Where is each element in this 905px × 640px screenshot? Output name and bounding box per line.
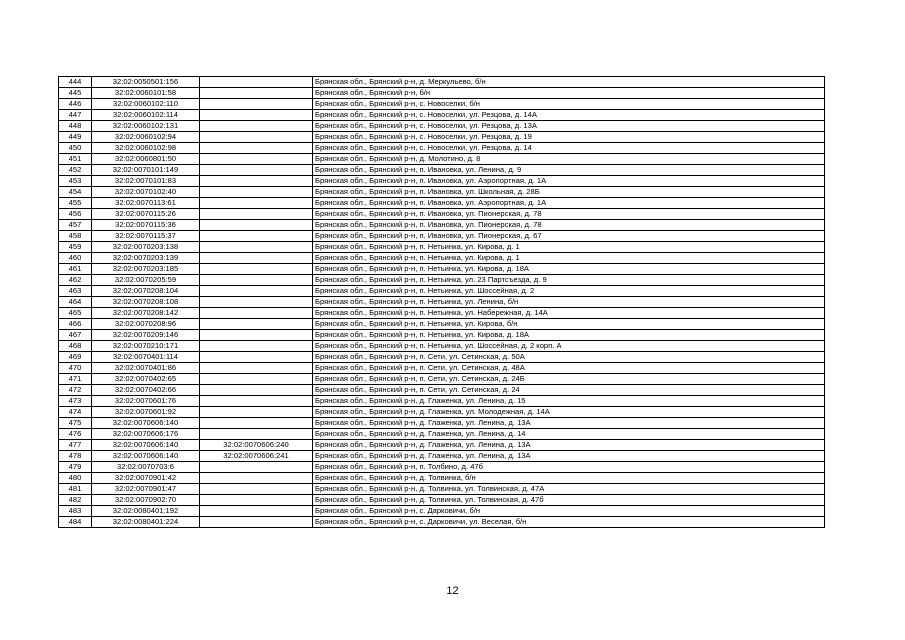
address-cell: Брянская обл., Брянский р-н, с. Новоселки, б/н — [313, 99, 825, 110]
cadastral-number-cell: 32:02:0070208:108 — [92, 297, 200, 308]
row-number-cell: 476 — [59, 429, 92, 440]
table-row — [59, 165, 825, 176]
secondary-cadastral-number-cell — [200, 308, 313, 319]
table-row — [59, 308, 825, 319]
row-number-cell: 454 — [59, 187, 92, 198]
secondary-cadastral-number-cell — [200, 110, 313, 121]
address-cell: Брянская обл., Брянский р-н, д. Глаженка, ул. Ленина, д. 13А — [313, 451, 825, 462]
table-row — [59, 385, 825, 396]
row-number-cell: 474 — [59, 407, 92, 418]
cadastral-number-cell: 32:02:0070203:139 — [92, 253, 200, 264]
secondary-cadastral-number-cell — [200, 154, 313, 165]
page-number: 12 — [446, 585, 459, 597]
cadastral-number-cell: 32:02:0070606:140 — [92, 451, 200, 462]
cadastral-number-cell: 32:02:0080401:192 — [92, 506, 200, 517]
row-number-cell: 445 — [59, 88, 92, 99]
secondary-cadastral-number-cell — [200, 176, 313, 187]
row-number-cell: 465 — [59, 308, 92, 319]
secondary-cadastral-number-cell — [200, 396, 313, 407]
table-row — [59, 275, 825, 286]
cadastral-number-cell: 32:02:0070115:36 — [92, 220, 200, 231]
cadastral-number-cell: 32:02:0070402:66 — [92, 385, 200, 396]
table-row — [59, 429, 825, 440]
address-cell: Брянская обл., Брянский р-н, д. Меркульево, б/н — [313, 77, 825, 88]
address-cell: Брянская обл., Брянский р-н, с. Новоселки, ул. Резцова, д. 14 — [313, 143, 825, 154]
table-row — [59, 77, 825, 88]
row-number-cell: 467 — [59, 330, 92, 341]
secondary-cadastral-number-cell — [200, 506, 313, 517]
row-number-cell: 482 — [59, 495, 92, 506]
secondary-cadastral-number-cell — [200, 275, 313, 286]
address-cell: Брянская обл., Брянский р-н, п. Нетьинка, ул. Кирова, д. 18А — [313, 264, 825, 275]
row-number-cell: 452 — [59, 165, 92, 176]
table-row — [59, 286, 825, 297]
table-row — [59, 352, 825, 363]
row-number-cell: 448 — [59, 121, 92, 132]
cadastral-number-cell: 32:02:0070606:140 — [92, 418, 200, 429]
secondary-cadastral-number-cell — [200, 264, 313, 275]
table-row — [59, 176, 825, 187]
cadastral-number-cell: 32:02:0070205:59 — [92, 275, 200, 286]
secondary-cadastral-number-cell — [200, 341, 313, 352]
cadastral-number-cell: 32:02:0060101:58 — [92, 88, 200, 99]
secondary-cadastral-number-cell — [200, 495, 313, 506]
secondary-cadastral-number-cell — [200, 88, 313, 99]
address-cell: Брянская обл., Брянский р-н, с. Дарковичи, б/н — [313, 506, 825, 517]
row-number-cell: 483 — [59, 506, 92, 517]
secondary-cadastral-number-cell — [200, 330, 313, 341]
row-number-cell: 461 — [59, 264, 92, 275]
table-row — [59, 242, 825, 253]
row-number-cell: 463 — [59, 286, 92, 297]
address-cell: Брянская обл., Брянский р-н, п. Ивановка, ул. Пионерская, д. 78 — [313, 209, 825, 220]
address-cell: Брянская обл., Брянский р-н, с. Новоселки, ул. Резцова, д. 19 — [313, 132, 825, 143]
secondary-cadastral-number-cell — [200, 231, 313, 242]
cadastral-number-cell: 32:02:0070101:149 — [92, 165, 200, 176]
address-cell: Брянская обл., Брянский р-н, п. Сети, ул. Сетинская, д. 24Б — [313, 374, 825, 385]
row-number-cell: 464 — [59, 297, 92, 308]
secondary-cadastral-number-cell — [200, 187, 313, 198]
table-row — [59, 363, 825, 374]
row-number-cell: 475 — [59, 418, 92, 429]
row-number-cell: 451 — [59, 154, 92, 165]
address-cell: Брянская обл., Брянский р-н, п. Нетьинка, ул. Шоссейная, д. 2 корп. А — [313, 341, 825, 352]
table-row — [59, 253, 825, 264]
row-number-cell: 477 — [59, 440, 92, 451]
address-cell: Брянская обл., Брянский р-н, п. Ивановка, ул. Школьная, д. 28Б — [313, 187, 825, 198]
secondary-cadastral-number-cell — [200, 286, 313, 297]
table-row — [59, 341, 825, 352]
row-number-cell: 458 — [59, 231, 92, 242]
row-number-cell: 459 — [59, 242, 92, 253]
cadastral-number-cell: 32:02:0070401:86 — [92, 363, 200, 374]
data-table — [58, 76, 825, 528]
address-cell: Брянская обл., Брянский р-н, п. Сети, ул. Сетинская, д. 50А — [313, 352, 825, 363]
address-cell: Брянская обл., Брянский р-н, п. Толбино, д. 47б — [313, 462, 825, 473]
row-number-cell: 460 — [59, 253, 92, 264]
cadastral-number-cell: 32:02:0070209:146 — [92, 330, 200, 341]
table-row — [59, 99, 825, 110]
row-number-cell: 478 — [59, 451, 92, 462]
secondary-cadastral-number-cell — [200, 143, 313, 154]
address-cell: Брянская обл., Брянский р-н, п. Ивановка, ул. Аэропортная, д. 1А — [313, 198, 825, 209]
table-row — [59, 231, 825, 242]
table-row — [59, 209, 825, 220]
cadastral-number-cell: 32:02:0060102:131 — [92, 121, 200, 132]
table-row — [59, 297, 825, 308]
cadastral-number-cell: 32:02:0070402:65 — [92, 374, 200, 385]
cadastral-number-cell: 32:02:0050501:156 — [92, 77, 200, 88]
address-cell: Брянская обл., Брянский р-н, д. Глаженка, ул. Ленина, д. 13А — [313, 440, 825, 451]
address-cell: Брянская обл., Брянский р-н, д. Молотино, д. 8 — [313, 154, 825, 165]
cadastral-number-cell: 32:02:0070208:104 — [92, 286, 200, 297]
address-cell: Брянская обл., Брянский р-н, б/н — [313, 88, 825, 99]
row-number-cell: 455 — [59, 198, 92, 209]
address-cell: Брянская обл., Брянский р-н, п. Нетьинка, ул. 23 Партсъезда, д. 9 — [313, 275, 825, 286]
secondary-cadastral-number-cell — [200, 407, 313, 418]
cadastral-number-cell: 32:02:0080401:224 — [92, 517, 200, 528]
cadastral-number-cell: 32:02:0070208:142 — [92, 308, 200, 319]
cadastral-number-cell: 32:02:0060102:94 — [92, 132, 200, 143]
cadastral-number-cell: 32:02:0070101:83 — [92, 176, 200, 187]
table-row — [59, 396, 825, 407]
address-cell: Брянская обл., Брянский р-н, п. Нетьинка, ул. Кирова, б/н — [313, 319, 825, 330]
table-row — [59, 517, 825, 528]
table-row — [59, 319, 825, 330]
row-number-cell: 484 — [59, 517, 92, 528]
table-row — [59, 143, 825, 154]
address-cell: Брянская обл., Брянский р-н, д. Глаженка, ул. Ленина, д. 13А — [313, 418, 825, 429]
address-cell: Брянская обл., Брянский р-н, п. Ивановка, ул. Аэропортная, д. 1А — [313, 176, 825, 187]
secondary-cadastral-number-cell — [200, 165, 313, 176]
secondary-cadastral-number-cell: 32:02:0070606:241 — [200, 451, 313, 462]
address-cell: Брянская обл., Брянский р-н, п. Сети, ул. Сетинская, д. 48А — [313, 363, 825, 374]
cadastral-number-cell: 32:02:0070601:92 — [92, 407, 200, 418]
address-cell: Брянская обл., Брянский р-н, п. Нетьинка, ул. Ленина, б/н — [313, 297, 825, 308]
address-cell: Брянская обл., Брянский р-н, д. Толвинка, ул. Толвинская, д. 47А — [313, 484, 825, 495]
secondary-cadastral-number-cell — [200, 484, 313, 495]
address-cell: Брянская обл., Брянский р-н, п. Ивановка, ул. Пионерская, д. 78 — [313, 220, 825, 231]
cadastral-number-cell: 32:02:0070208:96 — [92, 319, 200, 330]
table-row — [59, 407, 825, 418]
secondary-cadastral-number-cell — [200, 242, 313, 253]
cadastral-number-cell: 32:02:0070606:176 — [92, 429, 200, 440]
secondary-cadastral-number-cell — [200, 253, 313, 264]
address-cell: Брянская обл., Брянский р-н, д. Глаженка, ул. Молодежная, д. 14А — [313, 407, 825, 418]
table-row — [59, 132, 825, 143]
secondary-cadastral-number-cell — [200, 363, 313, 374]
address-cell: Брянская обл., Брянский р-н, с. Новоселки, ул. Резцова, д. 13А — [313, 121, 825, 132]
table-row — [59, 220, 825, 231]
cadastral-number-cell: 32:02:0070113:61 — [92, 198, 200, 209]
address-cell: Брянская обл., Брянский р-н, п. Сети, ул. Сетинская, д. 24 — [313, 385, 825, 396]
table-row — [59, 121, 825, 132]
table-row — [59, 374, 825, 385]
secondary-cadastral-number-cell — [200, 517, 313, 528]
secondary-cadastral-number-cell — [200, 220, 313, 231]
address-cell: Брянская обл., Брянский р-н, с. Дарковичи, ул. Веселая, б/н — [313, 517, 825, 528]
secondary-cadastral-number-cell — [200, 121, 313, 132]
table-row — [59, 473, 825, 484]
cadastral-number-cell: 32:02:0070115:26 — [92, 209, 200, 220]
cadastral-number-cell: 32:02:0070203:185 — [92, 264, 200, 275]
secondary-cadastral-number-cell — [200, 429, 313, 440]
cadastral-number-cell: 32:02:0070601:76 — [92, 396, 200, 407]
secondary-cadastral-number-cell — [200, 352, 313, 363]
address-cell: Брянская обл., Брянский р-н, с. Новоселки, ул. Резцова, д. 14А — [313, 110, 825, 121]
table-row — [59, 198, 825, 209]
cadastral-number-cell: 32:02:0070703:6 — [92, 462, 200, 473]
address-cell: Брянская обл., Брянский р-н, п. Ивановка, ул. Пионерская, д. 67 — [313, 231, 825, 242]
cadastral-number-cell: 32:02:0070606:140 — [92, 440, 200, 451]
address-cell: Брянская обл., Брянский р-н, п. Нетьинка, ул. Кирова, д. 1 — [313, 242, 825, 253]
secondary-cadastral-number-cell: 32:02:0070606:240 — [200, 440, 313, 451]
cadastral-number-cell: 32:02:0060102:114 — [92, 110, 200, 121]
cadastral-number-cell: 32:02:0070901:47 — [92, 484, 200, 495]
table-row — [59, 484, 825, 495]
row-number-cell: 469 — [59, 352, 92, 363]
address-cell: Брянская обл., Брянский р-н, д. Толвинка, б/н — [313, 473, 825, 484]
row-number-cell: 453 — [59, 176, 92, 187]
cadastral-number-cell: 32:02:0070115:37 — [92, 231, 200, 242]
address-cell: Брянская обл., Брянский р-н, д. Толвинка, ул. Толвинская, д. 47б — [313, 495, 825, 506]
address-cell: Брянская обл., Брянский р-н, п. Нетьинка, ул. Кирова, д. 1 — [313, 253, 825, 264]
row-number-cell: 447 — [59, 110, 92, 121]
secondary-cadastral-number-cell — [200, 297, 313, 308]
table-row — [59, 495, 825, 506]
table-row — [59, 187, 825, 198]
cadastral-number-cell: 32:02:0070901:42 — [92, 473, 200, 484]
table-row — [59, 88, 825, 99]
address-cell: Брянская обл., Брянский р-н, п. Ивановка, ул. Ленина, д. 9 — [313, 165, 825, 176]
table-row — [59, 418, 825, 429]
secondary-cadastral-number-cell — [200, 209, 313, 220]
row-number-cell: 450 — [59, 143, 92, 154]
table-row — [59, 506, 825, 517]
cadastral-number-cell: 32:02:0060801:50 — [92, 154, 200, 165]
address-cell: Брянская обл., Брянский р-н, п. Нетьинка, ул. Кирова, д. 18А — [313, 330, 825, 341]
row-number-cell: 471 — [59, 374, 92, 385]
address-cell: Брянская обл., Брянский р-н, д. Глаженка, ул. Ленина, д. 14 — [313, 429, 825, 440]
cadastral-number-cell: 32:02:0070902:70 — [92, 495, 200, 506]
secondary-cadastral-number-cell — [200, 198, 313, 209]
table-row — [59, 110, 825, 121]
secondary-cadastral-number-cell — [200, 319, 313, 330]
cadastral-number-cell: 32:02:0060102:98 — [92, 143, 200, 154]
address-cell: Брянская обл., Брянский р-н, п. Нетьинка, ул. Шоссейная, д. 2 — [313, 286, 825, 297]
secondary-cadastral-number-cell — [200, 132, 313, 143]
cadastral-number-cell: 32:02:0070210:171 — [92, 341, 200, 352]
cadastral-number-cell: 32:02:0070401:114 — [92, 352, 200, 363]
table-row — [59, 154, 825, 165]
row-number-cell: 457 — [59, 220, 92, 231]
row-number-cell: 470 — [59, 363, 92, 374]
row-number-cell: 466 — [59, 319, 92, 330]
row-number-cell: 462 — [59, 275, 92, 286]
row-number-cell: 481 — [59, 484, 92, 495]
row-number-cell: 479 — [59, 462, 92, 473]
table-row — [59, 330, 825, 341]
row-number-cell: 456 — [59, 209, 92, 220]
row-number-cell: 472 — [59, 385, 92, 396]
secondary-cadastral-number-cell — [200, 462, 313, 473]
row-number-cell: 480 — [59, 473, 92, 484]
address-cell: Брянская обл., Брянский р-н, д. Глаженка, ул. Ленина, д. 15 — [313, 396, 825, 407]
secondary-cadastral-number-cell — [200, 374, 313, 385]
cadastral-number-cell: 32:02:0070203:138 — [92, 242, 200, 253]
table-body — [59, 77, 825, 528]
cadastral-number-cell: 32:02:0060102:110 — [92, 99, 200, 110]
table-row — [59, 462, 825, 473]
table-row — [59, 451, 825, 462]
secondary-cadastral-number-cell — [200, 99, 313, 110]
secondary-cadastral-number-cell — [200, 77, 313, 88]
row-number-cell: 446 — [59, 99, 92, 110]
address-cell: Брянская обл., Брянский р-н, п. Нетьинка, ул. Набережная, д. 14А — [313, 308, 825, 319]
secondary-cadastral-number-cell — [200, 418, 313, 429]
table-row — [59, 264, 825, 275]
table-row — [59, 440, 825, 451]
row-number-cell: 473 — [59, 396, 92, 407]
secondary-cadastral-number-cell — [200, 385, 313, 396]
row-number-cell: 449 — [59, 132, 92, 143]
row-number-cell: 444 — [59, 77, 92, 88]
cadastral-number-cell: 32:02:0070102:40 — [92, 187, 200, 198]
secondary-cadastral-number-cell — [200, 473, 313, 484]
row-number-cell: 468 — [59, 341, 92, 352]
